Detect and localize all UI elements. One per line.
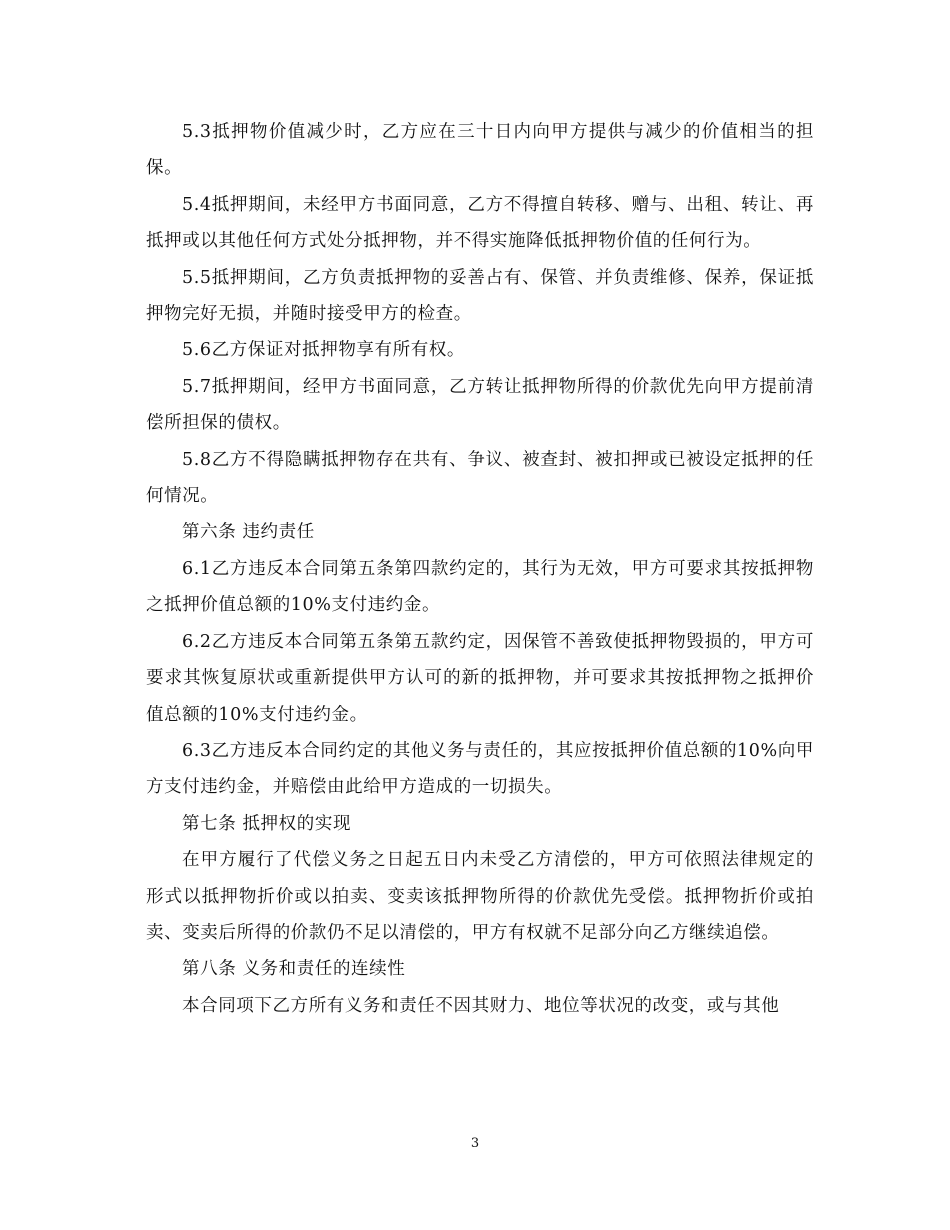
clause-5-6: 5.6乙方保证对抵押物享有所有权。 (182, 340, 466, 361)
document-body (146, 114, 814, 1024)
clause-5-8: 5.8乙方不得隐瞒抵押物存在共有、争议、被查封、被扣押或已被设定抵押的任何情况。 (146, 449, 814, 507)
clause-5-4: 5.4抵押期间，未经甲方书面同意，乙方不得擅自转移、赠与、出租、转让、再抵押或以其他任何方式处分抵押物，并不得实施降低抵押物价值的任何行为。 (146, 194, 814, 252)
article-7-body: 在甲方履行了代偿义务之日起五日内未受乙方清偿的，甲方可依照法律规定的形式以抵押物折价或以拍卖、变卖该抵押物所得的价款优先受偿。抵押物折价或拍卖、变卖后所得的价款仍不足以清偿的，甲方有权就不足部分向乙方继续追偿。 (146, 850, 814, 943)
article-8-heading: 第八条 义务和责任的连续性 (182, 959, 406, 980)
page-number: 3 (470, 1136, 480, 1151)
clause-5-3: 5.3抵押物价值减少时，乙方应在三十日内向甲方提供与减少的价值相当的担保。 (146, 122, 814, 179)
clause-6-3: 6.3乙方违反本合同约定的其他义务与责任的，其应按抵押价值总额的10%向甲方支付违约金，并赔偿由此给甲方造成的一切损失。 (146, 740, 814, 798)
article-7-heading: 第七条 抵押权的实现 (182, 813, 352, 834)
clause-5-5: 5.5抵押期间，乙方负责抵押物的妥善占有、保管、并负责维修、保养，保证抵押物完好无损，并随时接受甲方的检查。 (146, 267, 814, 325)
clause-5-7: 5.7抵押期间，经甲方书面同意，乙方转让抵押物所得的价款优先向甲方提前清偿所担保的债权。 (146, 376, 814, 434)
article-6-heading: 第六条 违约责任 (182, 522, 315, 543)
clause-6-2: 6.2乙方违反本合同第五条第五款约定，因保管不善致使抵押物毁损的，甲方可要求其恢复原状或重新提供甲方认可的新的抵押物，并可要求其按抵押物之抵押价值总额的10%支付违约金。 (146, 631, 814, 725)
clause-6-1: 6.1乙方违反本合同第五条第四款约定的，其行为无效，甲方可要求其按抵押物之抵押价值总额的10%支付违约金。 (146, 558, 814, 616)
article-8-body: 本合同项下乙方所有义务和责任不因其财力、地位等状况的改变，或与其他 (182, 995, 780, 1016)
